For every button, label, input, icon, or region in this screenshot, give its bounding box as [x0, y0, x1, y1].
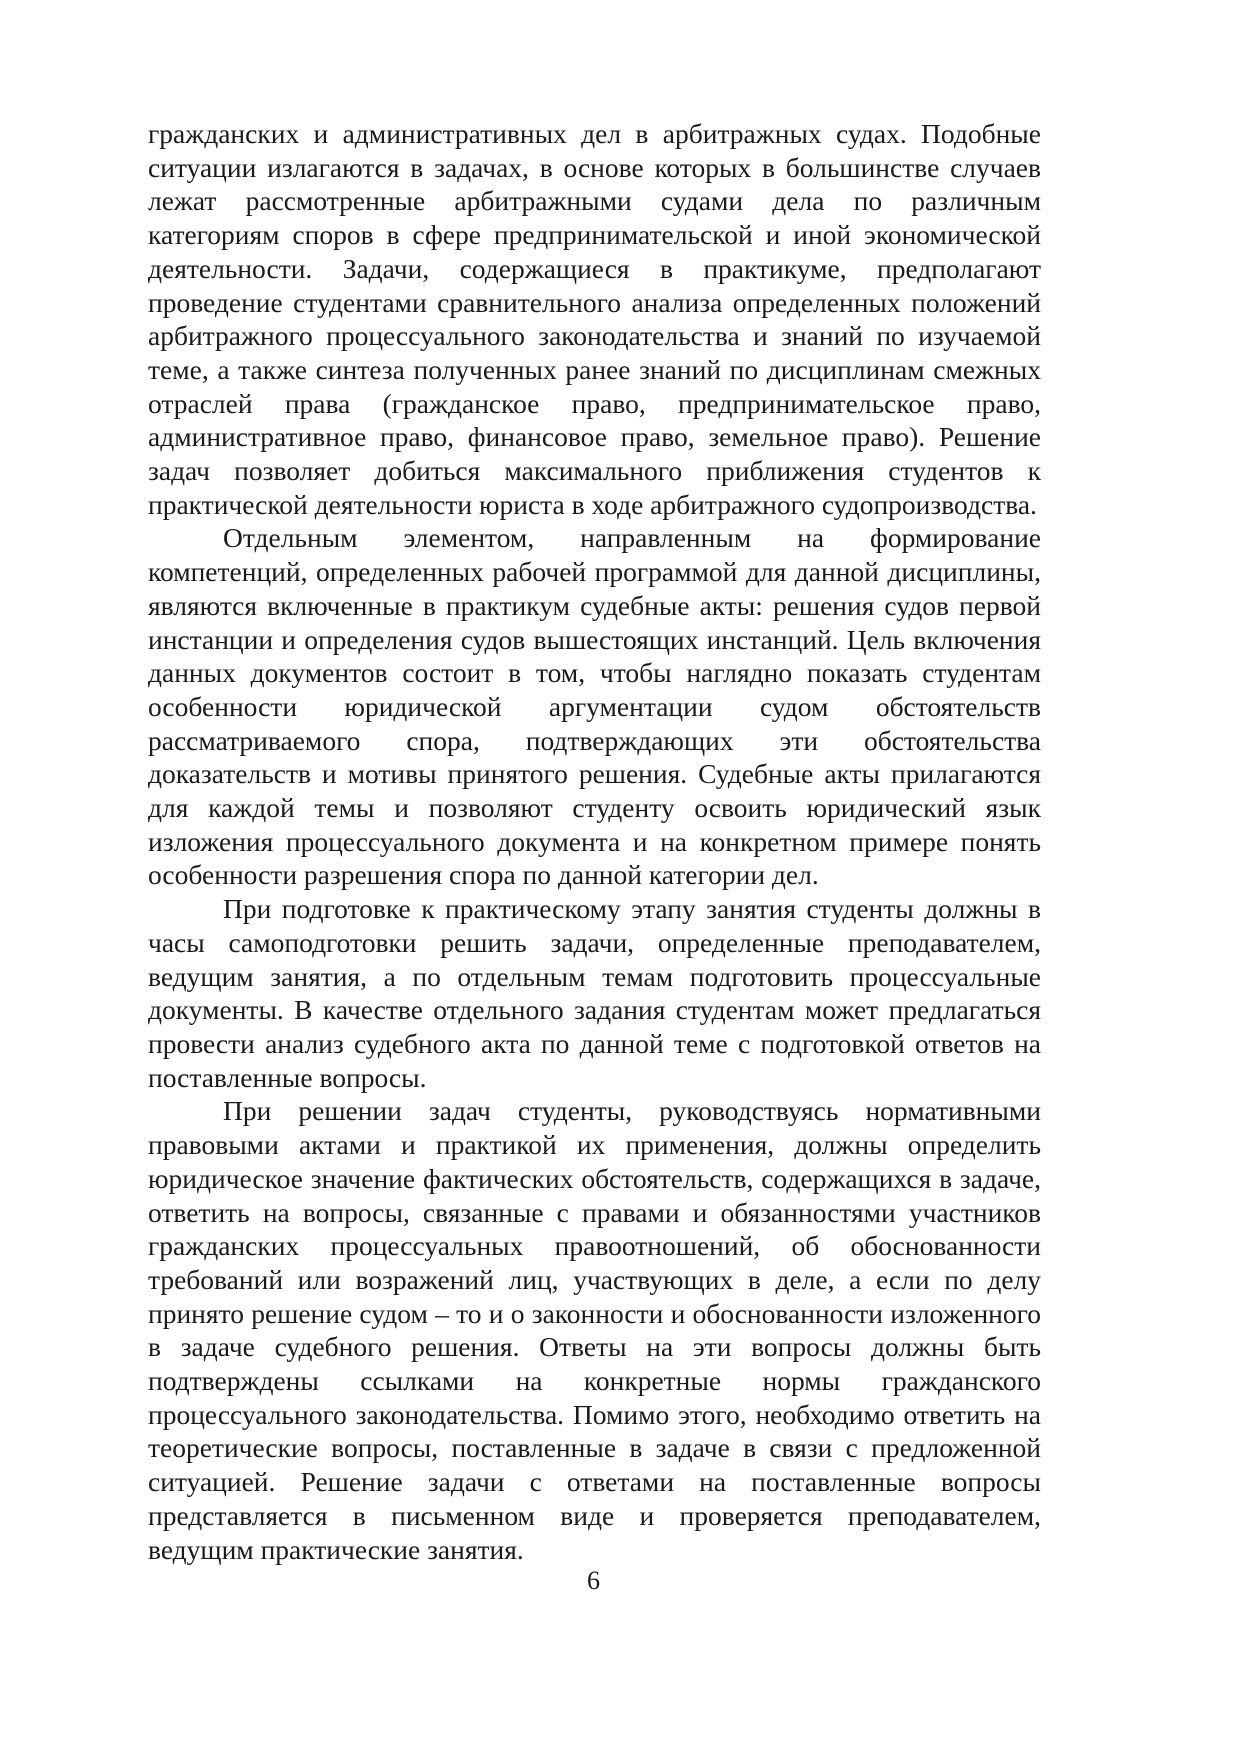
paragraph-solving-tasks: При решении задач студенты, руководствуясь нормативными правовыми актами и практикой их применения, должны определить юридическое значение фактических обстоятельств, содержащихся в задаче, ответить на вопросы, связанные с правами и обязанностями участников гражданских процессуальных правоотношений, об обоснованности требований или возражений лиц, участвующих в деле, а если по делу принято решение судом – то и о законности и обоснованности изложенного в задаче судебного решения. Ответы на эти вопросы должны быть подтверждены ссылками на конкретные нормы гражданского процессуального законодательства. Помимо этого, необходимо ответить на теоретические вопросы, поставленные в задаче в связи с предложенной ситуацией. Решение задачи с ответами на поставленные вопросы представляется в письменном виде и проверяется преподавателем, ведущим практические занятия.	[148, 1095, 1041, 1565]
paragraph-continuation: гражданских и административных дел в арбитражных судах. Подобные ситуации излагаются в задачах, в основе которых в большинстве случаев лежат рассмотренные арбитражными судами дела по различным категориям споров в сфере предпринимательской и иной экономической деятельности. Задачи, содержащиеся в практикуме, предполагают проведение студентами сравнительного анализа определенных положений арбитражного процессуального законодательства и знаний по изучаемой теме, а также синтеза полученных ранее знаний по дисциплинам смежных отраслей права (гражданское право, предпринимательское право, административное право, финансовое право, земельное право). Решение задач позволяет добиться максимального приближения студентов к практической деятельности юриста в ходе арбитражного судопроизводства.	[148, 118, 1041, 520]
paragraph-court-acts: Отдельным элементом, направленным на формирование компетенций, определенных рабочей программой для данной дисциплины, являются включенные в практикум судебные акты: решения судов первой инстанции и определения судов вышестоящих инстанций. Цель включения данных документов состоит в том, чтобы наглядно показать студентам особенности юридической аргументации судом обстоятельств рассматриваемого спора, подтверждающих эти обстоятельства доказательств и мотивы принятого решения. Судебные акты прилагаются для каждой темы и позволяют студенту освоить юридический язык изложения процессуального документа и на конкретном примере понять особенности разрешения спора по данной категории дел.	[148, 522, 1041, 891]
body-text	[148, 117, 1041, 1566]
page-number: 6	[587, 1566, 600, 1595]
paragraph-preparation: При подготовке к практическому этапу занятия студенты должны в часы самоподготовки решить задачи, определенные преподавателем, ведущим занятия, а по отдельным темам подготовить процессуальные документы. В качестве отдельного задания студентам может предлагаться провести анализ судебного акта по данной теме с подготовкой ответов на поставленные вопросы.	[148, 893, 1041, 1093]
